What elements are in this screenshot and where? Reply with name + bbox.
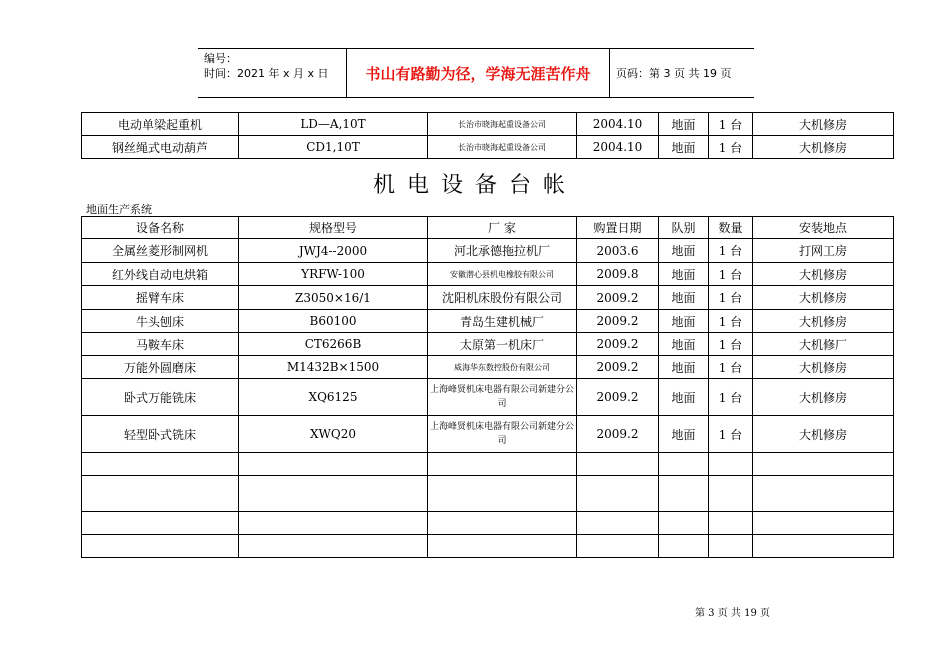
- table-row: [82, 286, 894, 310]
- table-cell: B60100: [239, 310, 428, 333]
- table-cell: 地面: [659, 239, 709, 263]
- table-cell: 地面: [659, 416, 709, 453]
- table-cell: [82, 476, 239, 512]
- table-cell: 长治市晓海起重设备公司: [428, 136, 577, 159]
- table-cell: [709, 512, 753, 535]
- table-cell: 长治市晓海起重设备公司: [428, 113, 577, 136]
- table-cell: [709, 535, 753, 558]
- table-cell: 地面: [659, 310, 709, 333]
- table-cell: 大机修房: [753, 136, 894, 159]
- table-cell: 青岛生建机械厂: [428, 310, 577, 333]
- table-cell: 2004.10: [577, 113, 659, 136]
- table-cell: 数量: [709, 217, 753, 239]
- table-row: [82, 379, 894, 416]
- subsystem-label: 地面生产系统: [86, 203, 152, 216]
- table-row: [82, 310, 894, 333]
- table-cell: [428, 476, 577, 512]
- table-cell: 打网工房: [753, 239, 894, 263]
- table-cell: M1432B×1500: [239, 356, 428, 379]
- table-cell: 太原第一机床厂: [428, 333, 577, 356]
- table-cell: 大机修房: [753, 356, 894, 379]
- table-cell: 红外线自动电烘箱: [82, 263, 239, 286]
- table-cell: [577, 476, 659, 512]
- table-header-row: [82, 217, 894, 239]
- table-cell: 2009.2: [577, 333, 659, 356]
- table-cell: 万能外圆磨床: [82, 356, 239, 379]
- table-cell: 1 台: [709, 113, 753, 136]
- table-cell: JWJ4--2000: [239, 239, 428, 263]
- table-cell: [82, 512, 239, 535]
- empty-row: [82, 535, 894, 558]
- empty-row: [82, 453, 894, 476]
- table-cell: 轻型卧式铣床: [82, 416, 239, 453]
- table-cell: 地面: [659, 263, 709, 286]
- table-cell: Z3050×16/1: [239, 286, 428, 310]
- table-cell: 全属丝菱形制网机: [82, 239, 239, 263]
- table-cell: 安装地点: [753, 217, 894, 239]
- table-cell: 规格型号: [239, 217, 428, 239]
- table-cell: 地面: [659, 286, 709, 310]
- table-cell: 2009.2: [577, 286, 659, 310]
- table-cell: [82, 453, 239, 476]
- equipment-table: [81, 216, 894, 558]
- table-cell: 电动单梁起重机: [82, 113, 239, 136]
- header-info: [198, 49, 347, 97]
- top-equipment-table: [81, 112, 894, 159]
- table-cell: 2009.2: [577, 379, 659, 416]
- table-cell: 大机修房: [753, 379, 894, 416]
- table-cell: 上海峰贤机床电器有限公司新建分公司: [428, 379, 577, 416]
- table-cell: 2004.10: [577, 136, 659, 159]
- table-cell: [659, 535, 709, 558]
- table-cell: 地面: [659, 136, 709, 159]
- table-cell: 大机修房: [753, 113, 894, 136]
- page-title: 机电设备台帐: [372, 173, 577, 198]
- table-cell: 1 台: [709, 356, 753, 379]
- table-cell: 2009.8: [577, 263, 659, 286]
- table-cell: [753, 453, 894, 476]
- empty-row: [82, 476, 894, 512]
- table-cell: 大机修房: [753, 286, 894, 310]
- table-cell: [428, 535, 577, 558]
- table-cell: [239, 512, 428, 535]
- table-cell: XWQ20: [239, 416, 428, 453]
- table-cell: [428, 453, 577, 476]
- table-cell: 1 台: [709, 379, 753, 416]
- table-cell: 大机修房: [753, 416, 894, 453]
- table-cell: 上海峰贤机床电器有限公司新建分公司: [428, 416, 577, 453]
- table-cell: [239, 453, 428, 476]
- table-cell: 2009.2: [577, 310, 659, 333]
- table-cell: 1 台: [709, 310, 753, 333]
- table-cell: [659, 476, 709, 512]
- table-cell: 购置日期: [577, 217, 659, 239]
- table-cell: LD—A,10T: [239, 113, 428, 136]
- table-cell: 卧式万能铣床: [82, 379, 239, 416]
- table-cell: 1 台: [709, 263, 753, 286]
- table-cell: CT6266B: [239, 333, 428, 356]
- table-cell: 厂 家: [428, 217, 577, 239]
- table-cell: 1 台: [709, 239, 753, 263]
- number-label: 编号：: [204, 52, 237, 65]
- table-cell: 牛头刨床: [82, 310, 239, 333]
- table-cell: [428, 512, 577, 535]
- table-cell: 大机修厂: [753, 333, 894, 356]
- table-cell: [82, 535, 239, 558]
- table-cell: 队别: [659, 217, 709, 239]
- table-cell: XQ6125: [239, 379, 428, 416]
- table-row: [82, 333, 894, 356]
- table-row: [82, 416, 894, 453]
- table-cell: [577, 512, 659, 535]
- table-cell: 地面: [659, 333, 709, 356]
- table-cell: 地面: [659, 356, 709, 379]
- table-cell: 钢丝绳式电动葫芦: [82, 136, 239, 159]
- table-cell: 大机修房: [753, 263, 894, 286]
- table-cell: 2003.6: [577, 239, 659, 263]
- table-row: [82, 263, 894, 286]
- table-cell: [709, 453, 753, 476]
- table-cell: [239, 535, 428, 558]
- table-cell: [239, 476, 428, 512]
- slogan: 书山有路勤为径，学海无涯苦作舟: [347, 49, 610, 97]
- table-cell: 沈阳机床股份有限公司: [428, 286, 577, 310]
- table-cell: YRFW-100: [239, 263, 428, 286]
- table-cell: 1 台: [709, 416, 753, 453]
- table-cell: [659, 453, 709, 476]
- table-cell: 威海华东数控股份有限公司: [428, 356, 577, 379]
- table-row: [82, 356, 894, 379]
- table-cell: [577, 453, 659, 476]
- table-cell: 马鞍车床: [82, 333, 239, 356]
- time-label: 时间：2021 年 x 月 x 日: [204, 67, 329, 80]
- table-cell: 1 台: [709, 286, 753, 310]
- table-cell: CD1,10T: [239, 136, 428, 159]
- page-code: 页码：第 3 页 共 19 页: [616, 67, 732, 80]
- empty-row: [82, 512, 894, 535]
- table-cell: 河北承德拖拉机厂: [428, 239, 577, 263]
- table-row: [82, 113, 894, 136]
- table-cell: 2009.2: [577, 416, 659, 453]
- table-cell: [709, 476, 753, 512]
- table-cell: 安徽潜心县机电橡胶有限公司: [428, 263, 577, 286]
- table-cell: [753, 476, 894, 512]
- table-cell: [753, 512, 894, 535]
- table-cell: [577, 535, 659, 558]
- table-row: [82, 136, 894, 159]
- table-cell: 设备名称: [82, 217, 239, 239]
- table-row: [82, 239, 894, 263]
- table-cell: 地面: [659, 113, 709, 136]
- table-cell: [659, 512, 709, 535]
- table-cell: 2009.2: [577, 356, 659, 379]
- document-header: [198, 48, 754, 98]
- table-cell: 1 台: [709, 136, 753, 159]
- table-cell: [753, 535, 894, 558]
- page-footer: 第 3 页 共 19 页: [695, 608, 770, 619]
- table-cell: 1 台: [709, 333, 753, 356]
- table-cell: 地面: [659, 379, 709, 416]
- table-cell: 摇臂车床: [82, 286, 239, 310]
- table-cell: 大机修房: [753, 310, 894, 333]
